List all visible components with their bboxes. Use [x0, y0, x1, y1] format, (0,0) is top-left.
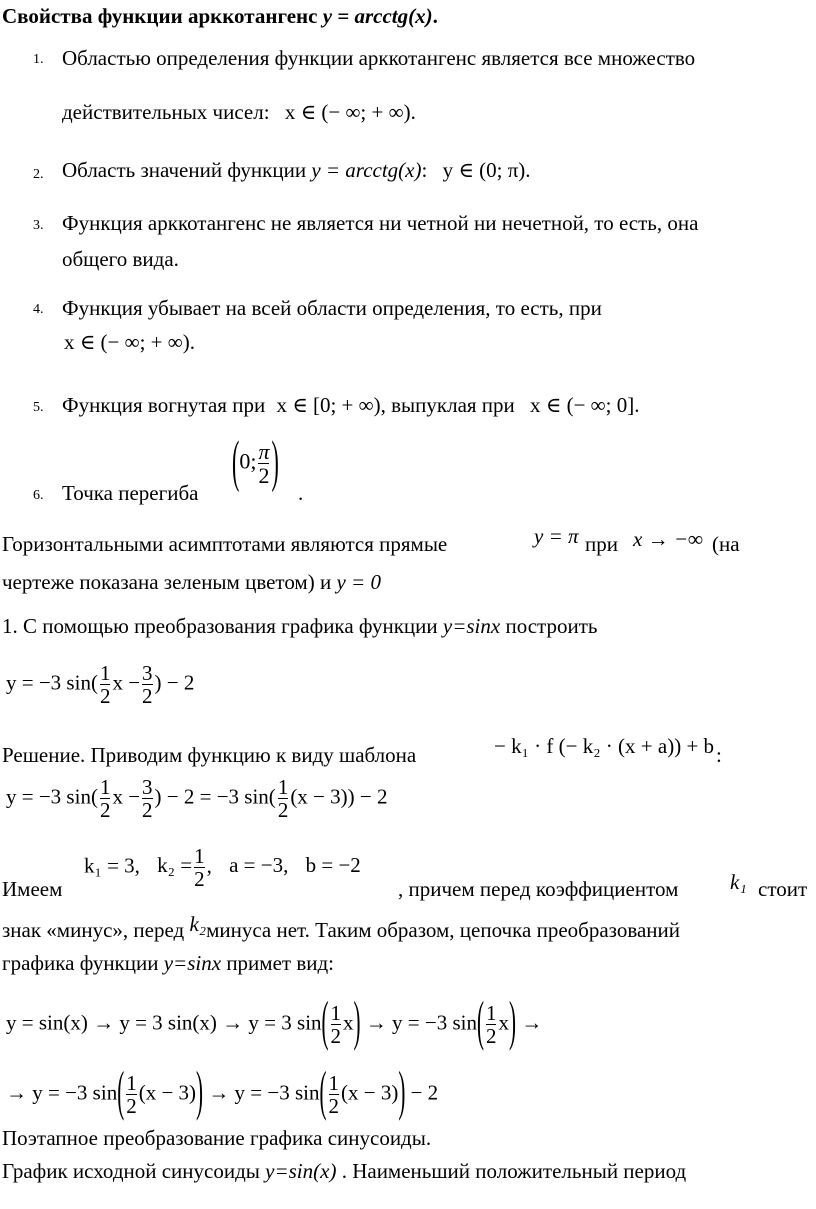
list-item-2-fn: y = arcctg(x) [311, 158, 422, 182]
have-fn: y=sinx [163, 951, 222, 975]
chain-1-arrow: → [521, 1010, 543, 1035]
chain-2-b: (x − 3) [138, 1080, 197, 1105]
asymptote-x-limit: x → −∞ [633, 527, 703, 551]
list-item-2 [62, 158, 531, 183]
task-text-a: 1. С помощью преобразования графика функции [2, 614, 443, 638]
task-formula-x: x − [112, 670, 141, 695]
list-item-6-end: . [298, 481, 304, 505]
have-line-2-a: знак «минус», перед [2, 918, 185, 942]
list-item-4-end: . [189, 330, 195, 354]
inflection-formula: (0; $\frac{\pi}{2}$ ) [232, 427, 279, 493]
list-item-2-end: . [525, 158, 531, 182]
list-number-5: 5. [33, 400, 44, 415]
coef-k2-num: 1 [194, 844, 205, 868]
solution-frac-3-den: 2 [277, 798, 289, 823]
chain-2-frac-den: 2 [126, 1094, 137, 1119]
list-item-5-text-a: Функция вогнутая при [62, 393, 266, 417]
have-word: Имеем [2, 877, 63, 901]
footer-line-1: Поэтапное преобразование графика синусоиды. [2, 1126, 432, 1150]
chain-1-x-b: x [498, 1010, 509, 1035]
task-frac-2-den: 2 [142, 684, 153, 709]
chain-2-frac-b-num: 1 [328, 1071, 339, 1095]
footer-line-2-a: График исходной синусоиды [2, 1159, 266, 1183]
solution-frac-2-den: 2 [142, 798, 153, 823]
chain-2-frac-num: 1 [126, 1071, 137, 1095]
task-formula-tail: ) − 2 [154, 670, 195, 695]
footer-line-2 [2, 1159, 686, 1184]
chain-2-frac-b-den: 2 [328, 1094, 339, 1119]
list-item-5-text-b: , выпуклая при [380, 393, 515, 417]
range-formula: y ∈ (0; π) [442, 158, 526, 182]
coef-comma: , [206, 853, 212, 878]
have-line-3 [2, 951, 334, 976]
chain-1-frac-b-den: 2 [485, 1024, 497, 1049]
task-formula-lhs: y = −3 sin( [6, 670, 98, 695]
have-k2-symbol: k₂ [189, 912, 207, 936]
list-item-5-end: . [634, 393, 640, 417]
have-text-a: , причем перед коэффициентом [398, 877, 679, 901]
list-number-4: 4. [33, 302, 44, 317]
list-item-3-line-2: общего вида. [62, 247, 179, 271]
list-number-2: 2. [33, 167, 44, 182]
task-formula [6, 662, 194, 707]
task-statement [2, 614, 597, 639]
have-line-2-b: минуса нет. Таким образом, цепочка преобразований [206, 918, 680, 942]
title-prefix: Свойства функции арккотангенс [2, 4, 323, 28]
solution-frac-2-num: 3 [142, 775, 153, 799]
solution-eq-c: ) − 2 = −3 sin( [154, 784, 276, 809]
footer-fn: y=sin(x) [265, 1159, 337, 1183]
solution-frac-1-num: 1 [99, 775, 111, 799]
task-fn: y=sinx [442, 614, 501, 638]
asymptote-at: при [585, 532, 618, 556]
chain-1-frac-den: 2 [330, 1024, 342, 1049]
have-k1-symbol: k₁ [730, 870, 747, 894]
list-item-6-text: Точка перегиба [62, 481, 199, 505]
solution-frac-3-num: 1 [277, 775, 289, 799]
asymptote-formula-limit [633, 527, 703, 552]
coef-k1: k₁ = 3, [84, 853, 140, 878]
solution-colon: : [716, 743, 722, 767]
inflection-zero: 0; [239, 448, 257, 474]
solution-eq-b: x − [112, 784, 141, 809]
solution-eq-a: y = −3 sin( [6, 784, 98, 809]
list-number-6: 6. [33, 488, 44, 503]
coef-k2: k₂ = [157, 853, 193, 878]
list-item-4-line-1: Функция убывает на всей области определения, то есть, при [62, 296, 602, 320]
coef-b: b = −2 [305, 853, 361, 878]
concave-formula: x ∈ [0; + ∞) [276, 393, 381, 417]
list-item-5 [62, 393, 639, 418]
asymptote-formula-pi [534, 524, 579, 549]
list-item-2-colon: : [421, 158, 428, 182]
list-number-3: 3. [33, 218, 44, 233]
asymptotes-line-2 [2, 570, 381, 595]
chain-1-frac-b-num: 1 [485, 1001, 497, 1025]
solution-eq-d: (x − 3)) − 2 [290, 784, 388, 809]
chain-1-b: → y = −3 sin [365, 1010, 477, 1035]
chain-line-2: → y = −3 sin( $\frac{1}{2}$ (x − 3)) → y = −3 sin( $\frac{1}{2}$ (x − 3)) − 2 [6, 1060, 439, 1123]
asymptote-y-zero: y = 0 [336, 570, 381, 594]
task-frac-1-den: 2 [99, 684, 111, 709]
chain-line-1: y = sin(x) → y = 3 sin(x) → y = 3 sin( $\frac{1}{2}$ x) → y = −3 sin( $\frac{1}{2}$ x) → [6, 990, 543, 1053]
list-number-1: 1. [33, 52, 44, 67]
coefficients-formula [84, 845, 361, 890]
template-formula: − k₁ · f (− k₂ · (x + a)) + b [494, 734, 715, 758]
chain-2-c: → y = −3 sin [208, 1080, 320, 1105]
list-item-1-text: действительных чисел: [62, 100, 270, 124]
list-item-1-line-1: Областью определения функции арккотангенс является все множество [62, 46, 696, 70]
have-line-2 [2, 912, 680, 943]
list-item-1-line-2 [62, 100, 416, 125]
inflection-two: 2 [258, 463, 270, 489]
have-line-3-b: примет вид: [221, 951, 334, 975]
list-item-2-text: Область значений функции [62, 158, 312, 182]
list-item-3-line-1: Функция арккотангенс не является ни четной ни нечетной, то есть, она [62, 211, 699, 235]
chain-2-d: (x − 3) [341, 1080, 399, 1105]
chain-1-frac-num: 1 [330, 1001, 342, 1025]
footer-line-2-b: . Наименьший положительный период [336, 1159, 687, 1183]
chain-1-a: y = sin(x) → y = 3 sin(x) → y = 3 sin [6, 1010, 322, 1035]
asymptotes-text: Горизонтальными асимптотами являются прямые [2, 532, 448, 556]
chain-2-a: → y = −3 sin [6, 1080, 118, 1105]
task-frac-1-num: 1 [99, 661, 111, 685]
task-frac-2-num: 3 [142, 661, 153, 685]
chain-2-e: − 2 [410, 1080, 439, 1105]
coef-k2-den: 2 [194, 867, 205, 892]
list-item-4-line-2 [64, 330, 195, 355]
asymptote-paren: (на [712, 532, 740, 556]
asymptotes-line-1 [2, 532, 447, 557]
domain-formula-2: x ∈ (− ∞; + ∞) [64, 330, 190, 354]
solution-frac-1-den: 2 [99, 798, 111, 823]
convex-formula: x ∈ (− ∞; 0] [530, 393, 635, 417]
list-item-1-end: . [410, 100, 416, 124]
chain-1-x: x [343, 1010, 354, 1035]
task-text-b: построить [500, 614, 598, 638]
asymptotes-line-2-text: чертеже показана зеленым цветом) и [2, 570, 337, 594]
coef-a: a = −3, [229, 853, 289, 878]
page-title [2, 4, 438, 29]
domain-formula-1: x ∈ (− ∞; + ∞) [284, 100, 411, 124]
asymptote-y-pi: y = π [534, 524, 579, 548]
inflection-pi: π [258, 439, 270, 464]
title-suffix: . [432, 4, 438, 28]
title-formula: y = arcctg(x) [322, 4, 433, 28]
solution-equation [6, 776, 387, 821]
have-text-b: стоит [758, 877, 808, 901]
solution-text: Решение. Приводим функцию к виду шаблона [2, 743, 417, 767]
have-line-3-a: графика функции [2, 951, 164, 975]
